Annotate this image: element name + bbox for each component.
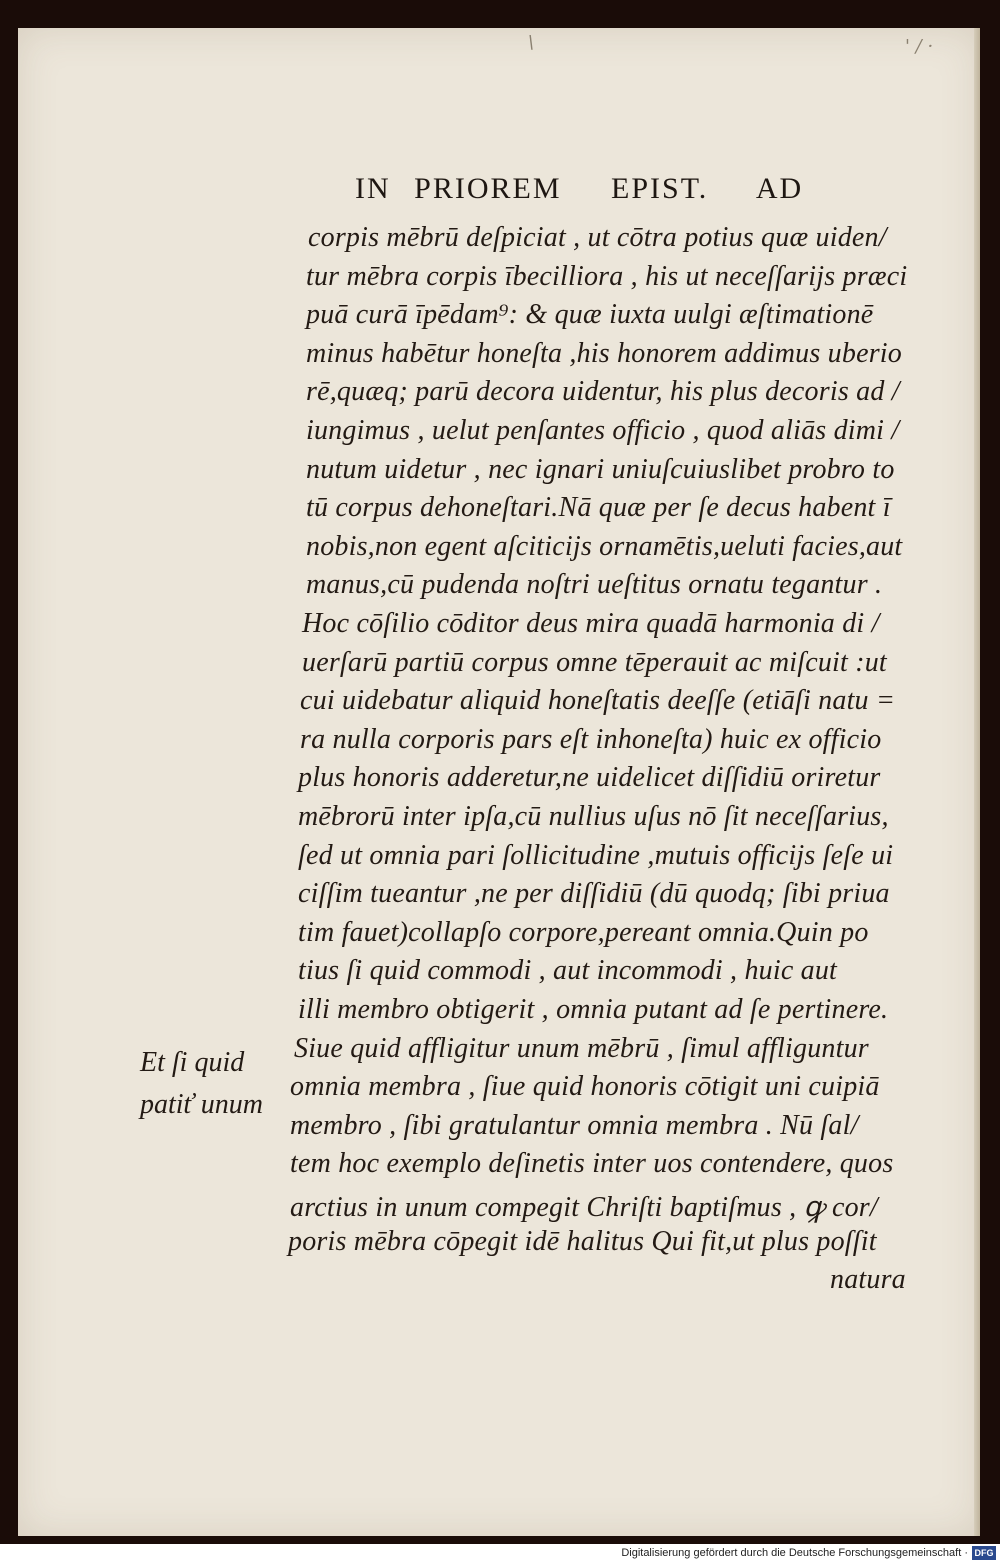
- top-center-mark: \: [528, 32, 535, 53]
- dfg-logo: DFG: [972, 1546, 996, 1560]
- text-line: illi membro obtigerit , omnia putant ad ſe pertinere.: [298, 994, 889, 1025]
- running-head-word: EPIST.: [611, 172, 709, 205]
- text-line: puā curā īpēdam⁹: & quæ iuxta uulgi æſtimationē: [306, 299, 874, 331]
- margin-note-line: Et ſi quid: [140, 1047, 245, 1078]
- text-line: tem hoc exemplo deſinetis inter uos contendere, quos: [290, 1148, 894, 1180]
- text-line: Hoc cōſilio cōditor deus mira quadā harmonia di /: [302, 608, 880, 639]
- text-line: membro , ſibi gratulantur omnia membra . Nū ſal/: [290, 1109, 859, 1141]
- text-line: rē,quæq; parū decora uidentur, his plus decoris ad /: [306, 376, 900, 408]
- text-line: tius ſi quid commodi , aut incommodi , huic aut: [298, 955, 838, 987]
- text-line: uerſarū partiū corpus omne tēperauit ac miſcuit :ut: [302, 646, 887, 678]
- text-line: tū corpus dehoneſtari.Nā quæ per ſe decus habent ī: [306, 492, 891, 524]
- text-line: nobis,non egent aſciticijs ornamētis,ueluti facies,aut: [306, 530, 903, 562]
- text-line: natura: [830, 1264, 906, 1296]
- text-line: arctius in unum compegit Chriſti baptiſmus , ꝙ cor/: [290, 1192, 878, 1223]
- text-line: iungimus , uelut penſantes officio , quod aliās dimi /: [306, 415, 900, 446]
- text-line: ra nulla corporis pars eſt inhoneſta) huic ex officio: [300, 723, 882, 755]
- text-line: mēbrorū inter ipſa,cū nullius uſus nō ſit neceſſarius,: [298, 801, 889, 832]
- text-line: ſed ut omnia pari ſollicitudine ,mutuis officijs ſeſe ui: [298, 839, 894, 871]
- text-line: poris mēbra cōpegit idē halitus Qui fit,ut plus poſſit: [288, 1225, 877, 1257]
- running-head-word: AD: [755, 172, 804, 205]
- text-line: omnia membra , ſiue quid honoris cōtigit uni cuipiā: [290, 1071, 880, 1103]
- running-head: [355, 172, 835, 206]
- footer-bar: [0, 1544, 1000, 1564]
- text-line: minus habētur honeſta ,his honorem addimus uberio: [306, 337, 902, 369]
- footer-text: Digitalisierung gefördert durch die Deutsche Forschungsgemeinschaft ·: [621, 1547, 968, 1559]
- text-line: manus,cū pudenda noſtri ueſtitus ornatu tegantur .: [306, 569, 883, 601]
- running-head-word: PRIOREM: [414, 172, 562, 205]
- margin-note: [140, 1042, 290, 1126]
- page-edge: [974, 28, 980, 1536]
- top-right-mark: ' / ·: [905, 36, 934, 57]
- text-line: nutum uidetur , nec ignari uniuſcuiuslibet probro to: [306, 453, 895, 485]
- text-line: plus honoris adderetur,ne uidelicet diſſidiū oriretur: [298, 762, 881, 794]
- text-line: cui uidebatur aliquid honeſtatis deeſſe (etiāſi natu =: [300, 685, 896, 717]
- text-line: tim fauet)collapſo corpore,pereant omnia.Quin po: [298, 916, 869, 948]
- text-line: tur mēbra corpis ībecilliora , his ut neceſſarijs præci: [306, 260, 908, 292]
- running-head-word: IN: [355, 172, 391, 205]
- margin-note-line: patiť unum: [140, 1089, 263, 1120]
- text-line: corpis mēbrū deſpiciat , ut cōtra potius quæ uiden/: [308, 222, 887, 253]
- text-line: ciſſim tueantur ,ne per diſſidiū (dū quodq; ſibi priua: [298, 878, 890, 910]
- text-line: Siue quid affligitur unum mēbrū , ſimul affliguntur: [294, 1032, 869, 1064]
